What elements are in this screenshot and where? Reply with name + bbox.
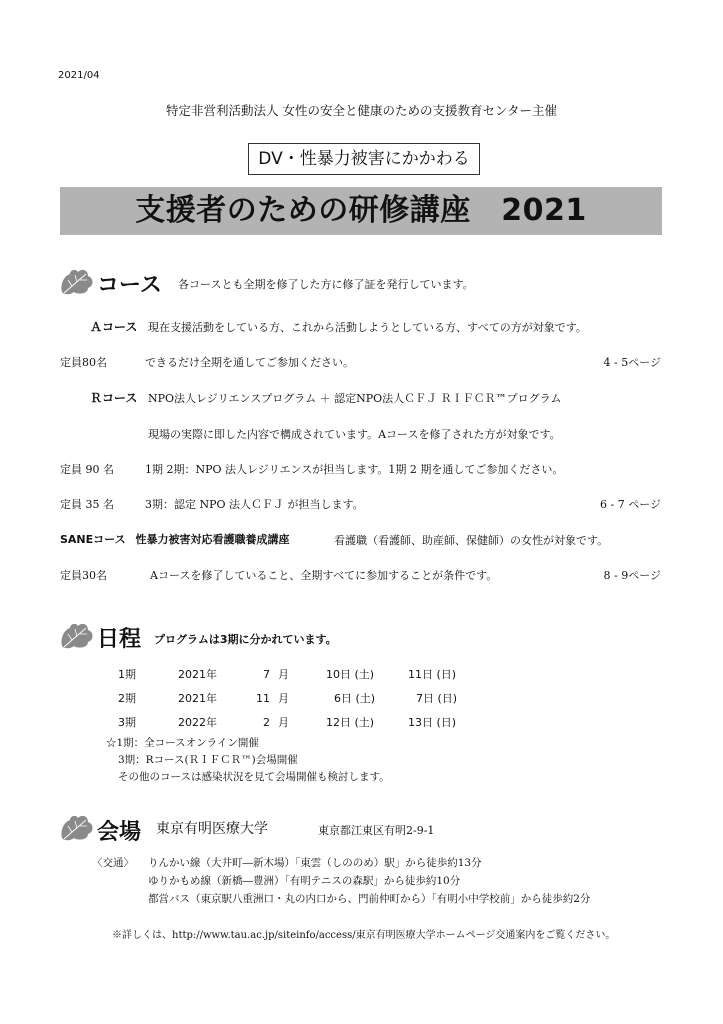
schedule-intro: プログラムは3期に分かれています。 bbox=[154, 633, 337, 646]
schedule-day2: 13日 (日) bbox=[408, 716, 457, 729]
course-a-label: Ａコース bbox=[90, 320, 138, 334]
schedule-term: 3期 bbox=[118, 716, 136, 729]
schedule-day1: 10日 (土) bbox=[326, 668, 375, 681]
course-r-label: Ｒコース bbox=[90, 391, 138, 405]
document-date: 2021/04 bbox=[58, 70, 100, 81]
course-r-desc: NPO法人レジリエンスプログラム ＋ 認定NPO法人ＣＦＪ ＲＩＦＣＲ™プログラム bbox=[148, 392, 562, 405]
schedule-month-unit: 月 bbox=[278, 716, 289, 729]
venue-access-line: りんかい線（大井町―新木場）「東雲（しののめ）駅」から徒歩約13分 bbox=[148, 857, 482, 869]
schedule-term: 2期 bbox=[118, 692, 136, 705]
schedule-note: その他のコースは感染状況を見て会場開催も検討します。 bbox=[118, 771, 390, 783]
schedule-table bbox=[118, 662, 457, 734]
schedule-year: 2021年 bbox=[178, 692, 217, 705]
courses-intro: 各コースとも全期を修了した方に修了証を発行しています。 bbox=[178, 278, 474, 291]
schedule-note: ☆1期：全コースオンライン開催 bbox=[106, 737, 259, 749]
schedule-year: 2021年 bbox=[178, 668, 217, 681]
course-a-pages: 4 - 5ページ bbox=[603, 356, 661, 369]
course-sane-note: Aコースを修了していること、全期すべてに参加することが条件です。 bbox=[150, 569, 498, 582]
schedule-year: 2022年 bbox=[178, 716, 217, 729]
course-r-capacity1: 定員 90 名 bbox=[60, 463, 114, 476]
course-sane-label: SANEコース bbox=[60, 533, 126, 546]
schedule-day2: 11日 (日) bbox=[408, 668, 457, 681]
courses-heading: コース bbox=[97, 273, 162, 298]
course-r-note1: 1期 2期：NPO 法人レジリエンスが担当します。1期 2 期を通してご参加ください。 bbox=[145, 463, 564, 476]
course-a-desc: 現在支援活動をしている方、これから活動しようとしている方、すべての方が対象です。 bbox=[148, 321, 587, 334]
schedule-note: 3期：Rコース(ＲＩＦＣＲ™)会場開催 bbox=[118, 754, 298, 766]
subtitle-box bbox=[248, 143, 480, 175]
course-a-note: できるだけ全期を通してご参加ください。 bbox=[145, 356, 354, 369]
course-sane-pages: 8 - 9ページ bbox=[603, 569, 661, 582]
schedule-month-unit: 月 bbox=[278, 668, 289, 681]
venue-access-label: 〈交通〉 bbox=[92, 857, 134, 869]
leaf-icon bbox=[58, 812, 96, 842]
schedule-month-unit: 月 bbox=[278, 692, 289, 705]
course-a-capacity: 定員80名 bbox=[60, 356, 107, 369]
venue-note: ※詳しくは、http://www.tau.ac.jp/siteinfo/access/東京有明医療大学ホームページ交通案内をご覧ください。 bbox=[112, 930, 616, 941]
schedule-heading: 日程 bbox=[97, 627, 142, 652]
venue-address: 東京都江東区有明2-9-1 bbox=[318, 824, 435, 837]
venue-access-line: ゆりかもめ線（新橋―豊洲）「有明テニスの森駅」から徒歩約10分 bbox=[148, 875, 461, 887]
organizer-line: 特定非営利活動法人 女性の安全と健康のための支援教育センター主催 bbox=[166, 103, 557, 118]
title-banner bbox=[60, 187, 662, 235]
course-r-capacity2: 定員 35 名 bbox=[60, 498, 114, 511]
course-r-pages: 6 - 7 ページ bbox=[600, 498, 661, 511]
schedule-day1: 6日 (土) bbox=[334, 692, 376, 705]
schedule-row bbox=[118, 662, 457, 686]
schedule-month: 11 bbox=[256, 691, 270, 705]
course-sane-name: 性暴力被害対応看護職養成講座 bbox=[135, 533, 290, 546]
venue-heading: 会場 bbox=[97, 820, 142, 845]
course-sane-capacity: 定員30名 bbox=[60, 569, 107, 582]
schedule-month: 7 bbox=[263, 667, 270, 681]
venue-access-line: 都営バス（東京駅八重洲口・丸の内口から、門前仲町から）「有明小中学校前」から徒歩約2分 bbox=[148, 893, 591, 905]
schedule-month: 2 bbox=[263, 715, 270, 729]
course-r-desc2: 現場の実際に即した内容で構成されています。Aコースを修了された方が対象です。 bbox=[148, 428, 561, 441]
schedule-term: 1期 bbox=[118, 668, 136, 681]
course-sane-target: 看護職（看護師、助産師、保健師）の女性が対象です。 bbox=[334, 534, 609, 547]
page-title: 支援者のための研修講座 2021 bbox=[135, 193, 587, 228]
schedule-row bbox=[118, 686, 457, 710]
venue-name: 東京有明医療大学 bbox=[156, 821, 268, 837]
course-sane-title bbox=[60, 531, 289, 547]
subtitle: DV・性暴力被害にかかわる bbox=[258, 149, 470, 169]
schedule-day1: 12日 (土) bbox=[326, 716, 375, 729]
leaf-icon bbox=[58, 620, 96, 650]
schedule-day2: 7日 (日) bbox=[416, 692, 458, 705]
course-r-note2: 3期：認定 NPO 法人ＣＦＪ が担当します。 bbox=[145, 498, 364, 511]
schedule-row bbox=[118, 710, 457, 734]
leaf-icon bbox=[58, 266, 96, 296]
